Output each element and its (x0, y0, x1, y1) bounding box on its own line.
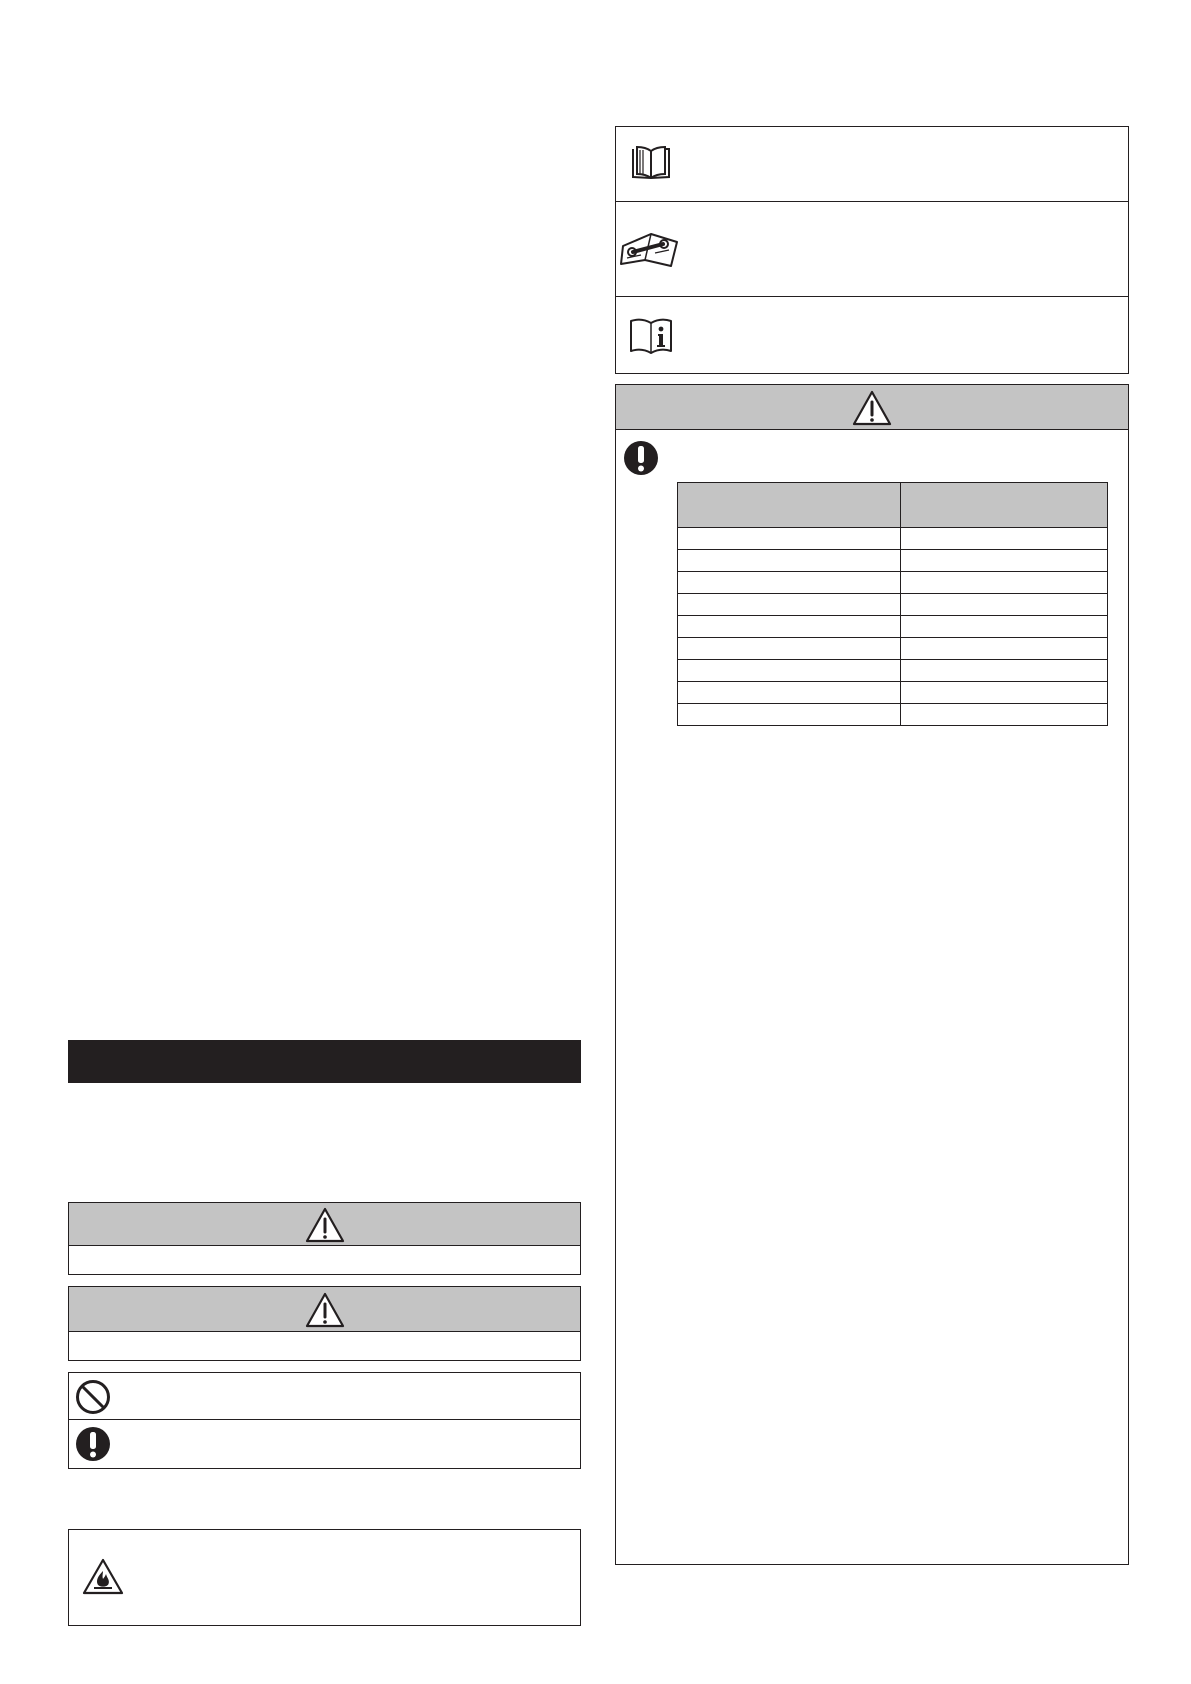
table-cell (678, 594, 901, 616)
exclamation-circle-icon (75, 1426, 111, 1462)
warning-box-2 (68, 1286, 581, 1361)
warning-triangle-icon (69, 1291, 580, 1329)
table-row (678, 682, 1108, 704)
table-cell (901, 616, 1108, 638)
prohibited-circle-icon (75, 1379, 111, 1415)
table-cell (901, 550, 1108, 572)
manual-symbols-box (615, 126, 1129, 374)
info-manual-icon (628, 317, 674, 355)
symbol-legend-box (68, 1372, 581, 1469)
table-row (678, 528, 1108, 550)
wrench-manual-icon (619, 230, 679, 270)
table-cell (901, 638, 1108, 660)
table-cell (678, 616, 901, 638)
table-cell (901, 660, 1108, 682)
data-table (677, 482, 1108, 726)
table-cell (678, 528, 901, 550)
table-cell (901, 704, 1108, 726)
table-header-cell (678, 483, 901, 528)
flammable-warning-box (68, 1529, 581, 1626)
exclamation-circle-icon (623, 440, 659, 476)
warning-triangle-icon (69, 1206, 580, 1244)
table-cell (901, 528, 1108, 550)
table-cell (678, 682, 901, 704)
table-header-cell (901, 483, 1108, 528)
table-header-row (678, 483, 1108, 528)
table-row (678, 572, 1108, 594)
section-heading-bar (68, 1040, 581, 1083)
table-row (678, 660, 1108, 682)
book-icon (629, 145, 673, 183)
table-cell (901, 594, 1108, 616)
table-row (678, 616, 1108, 638)
table-cell (678, 572, 901, 594)
table-row (678, 704, 1108, 726)
table-cell (901, 682, 1108, 704)
table-row (678, 550, 1108, 572)
warning-triangle-icon (616, 389, 1128, 427)
flammable-triangle-icon (82, 1558, 124, 1596)
table-cell (901, 572, 1108, 594)
table-cell (678, 550, 901, 572)
table-row (678, 594, 1108, 616)
table-cell (678, 704, 901, 726)
table-row (678, 638, 1108, 660)
table-cell (678, 638, 901, 660)
warning-box-1 (68, 1202, 581, 1275)
table-cell (678, 660, 901, 682)
